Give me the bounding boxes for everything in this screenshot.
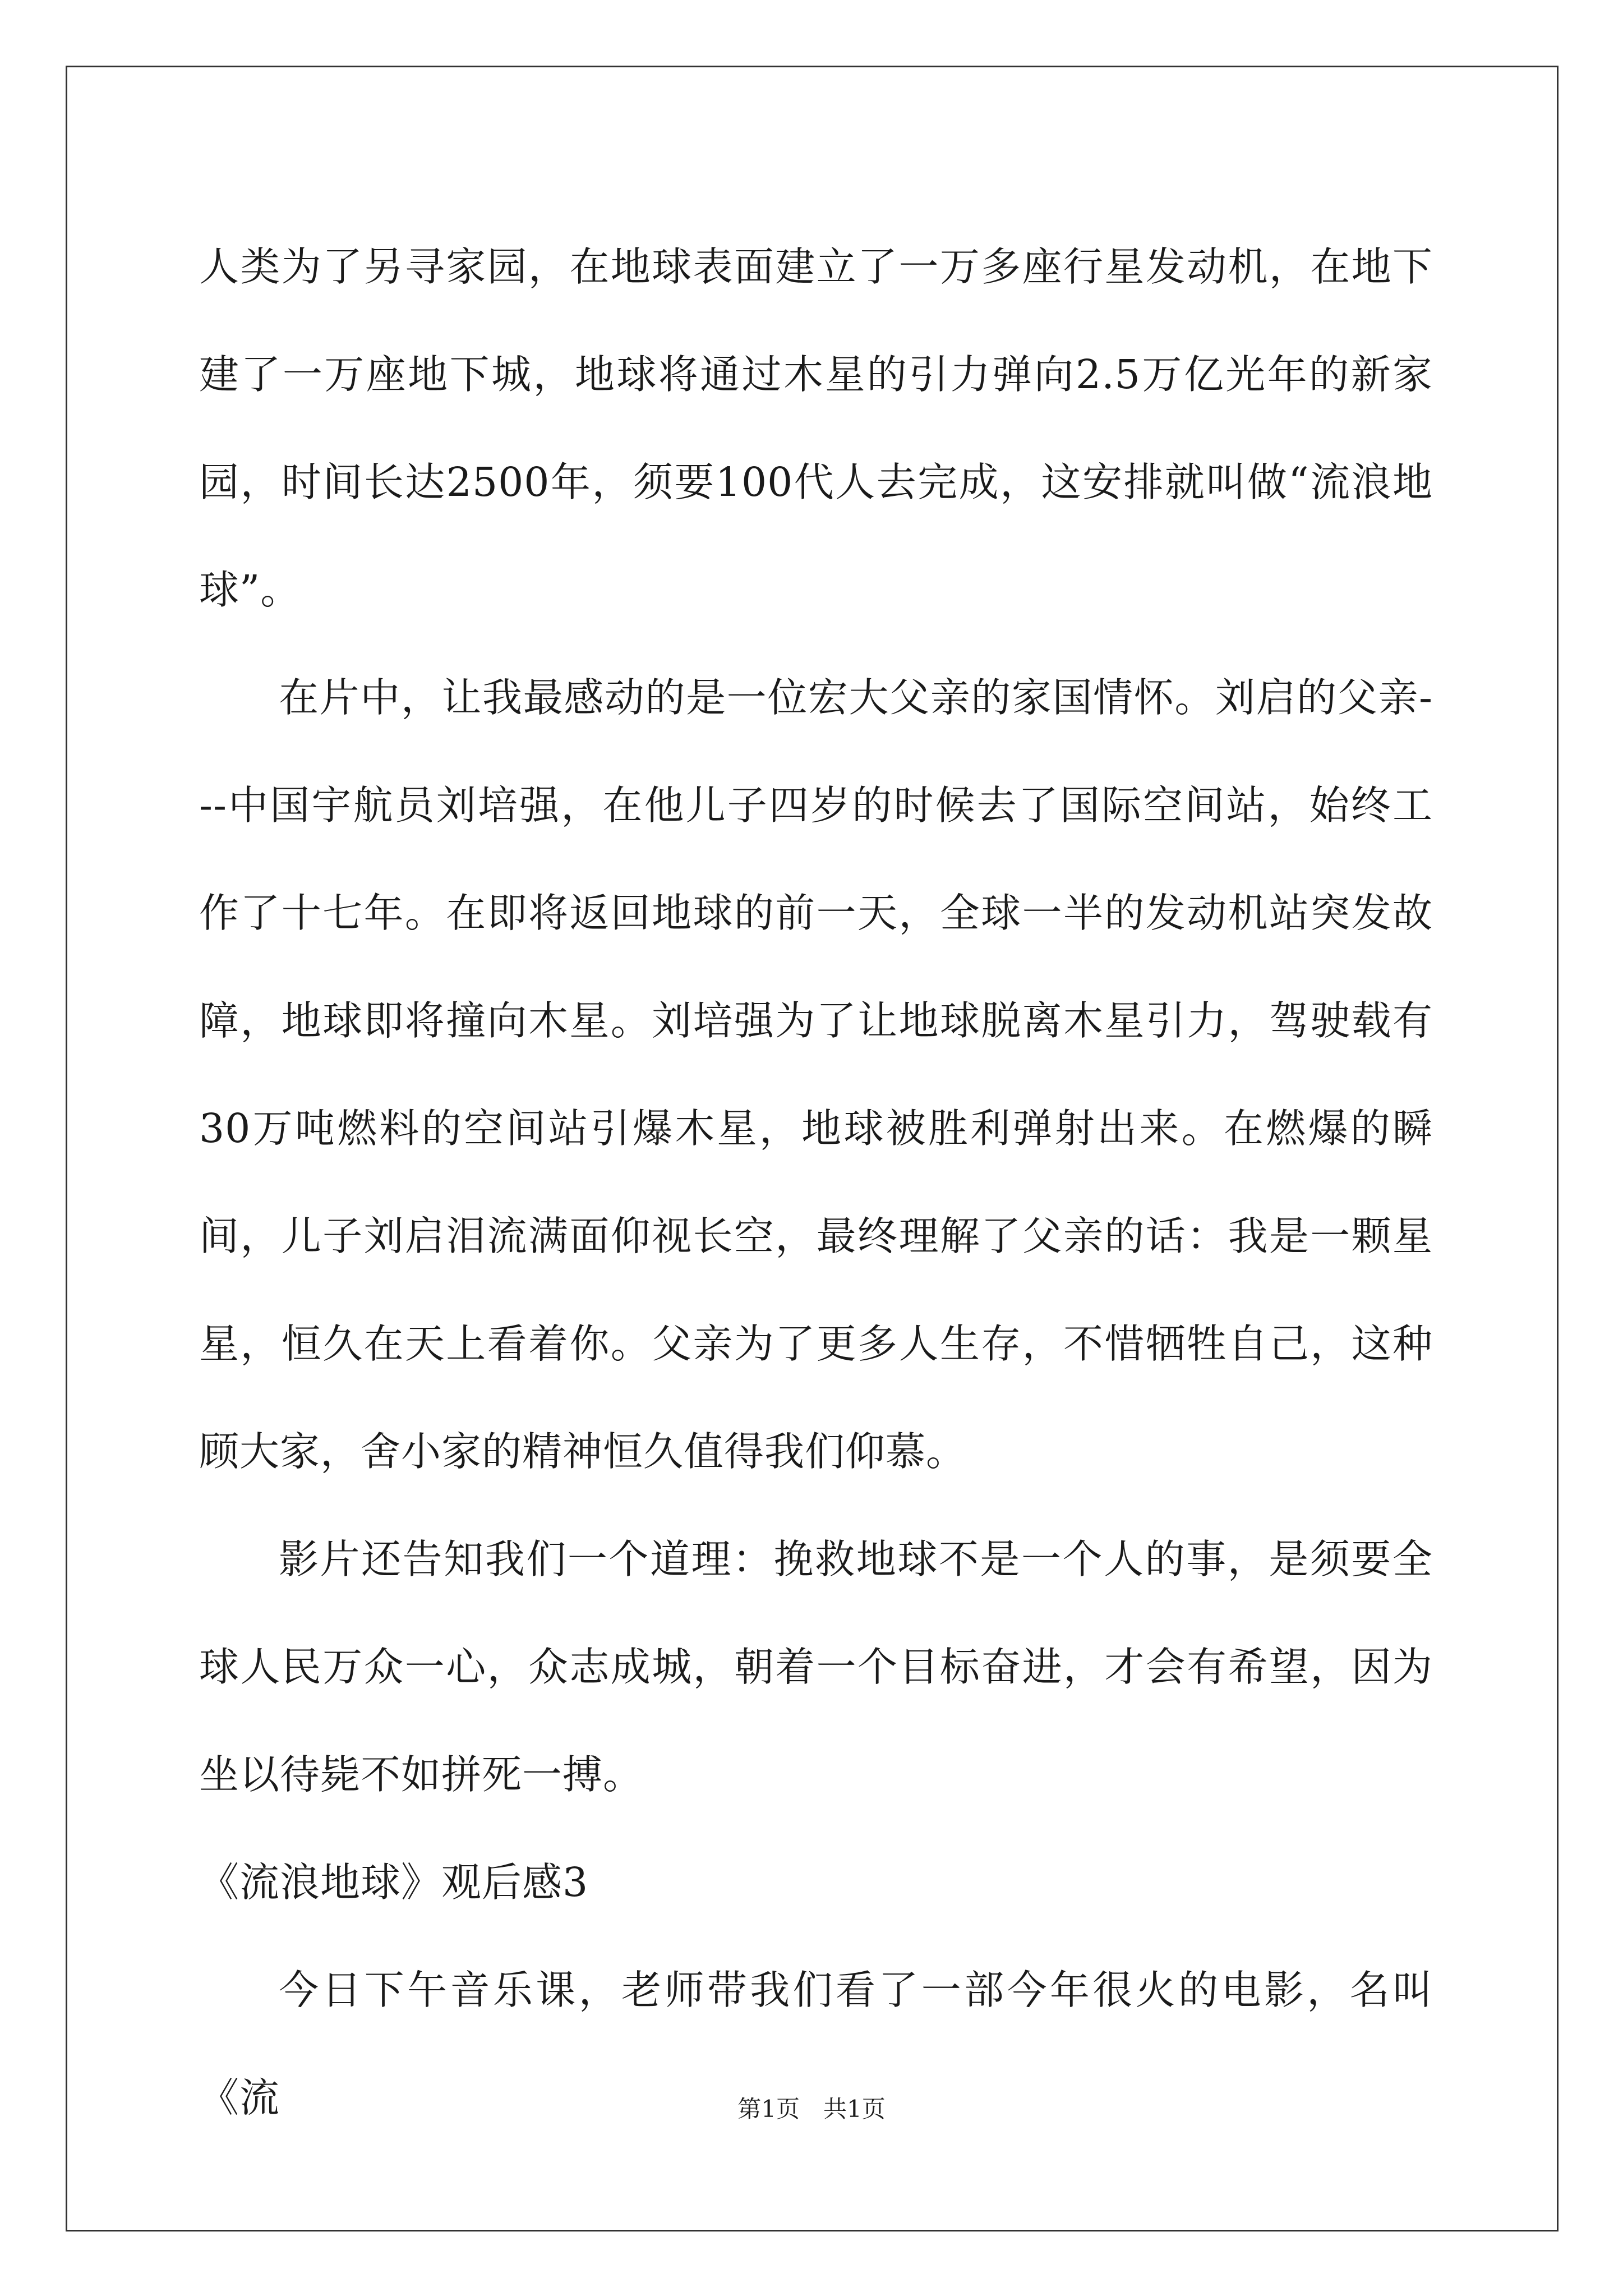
- paragraph-4: 今日下午音乐课，老师带我们看了一部今年很火的电影，名叫《流: [199, 1967, 1433, 2121]
- paragraph-2: 在片中，让我最感动的是一位宏大父亲的家国情怀。刘启的父亲---中国宇航员刘培强，在他儿子四岁的时候去了国际空间站，始终工作了十七年。在即将返回地球的前一天，全球一半的发动机站突发故障，地球即将撞向木星。刘培强为了让地球脱离木星引力，驾驶载有30万吨燃料的空间站引爆木星，地球被胜利弹射出来。在燃爆的瞬间，儿子刘启泪流满面仰视长空，最终理解了父亲的话：我是一颗星星，恒久在天上看着你。父亲为了更多人生存，不惜牺牲自己，这种顾大家，舍小家的精神恒久值得我们仰慕。: [199, 674, 1433, 1475]
- paragraph-1: 人类为了另寻家园，在地球表面建立了一万多座行星发动机，在地下建了一万座地下城，地球将通过木星的引力弹向2.5万亿光年的新家园，时间长达2500年，须要100代人去完成，这安排就叫做“流浪地球”。: [199, 243, 1433, 613]
- document-body: [199, 213, 1433, 2152]
- page-footer: 第1页 共1页: [737, 2095, 886, 2123]
- paragraph-3: 影片还告知我们一个道理：挽救地球不是一个人的事，是须要全球人民万众一心，众志成城，朝着一个目标奋进，才会有希望，因为坐以待毙不如拼死一搏。: [199, 1536, 1433, 1798]
- section-heading: 《流浪地球》观后感3: [199, 1859, 589, 1906]
